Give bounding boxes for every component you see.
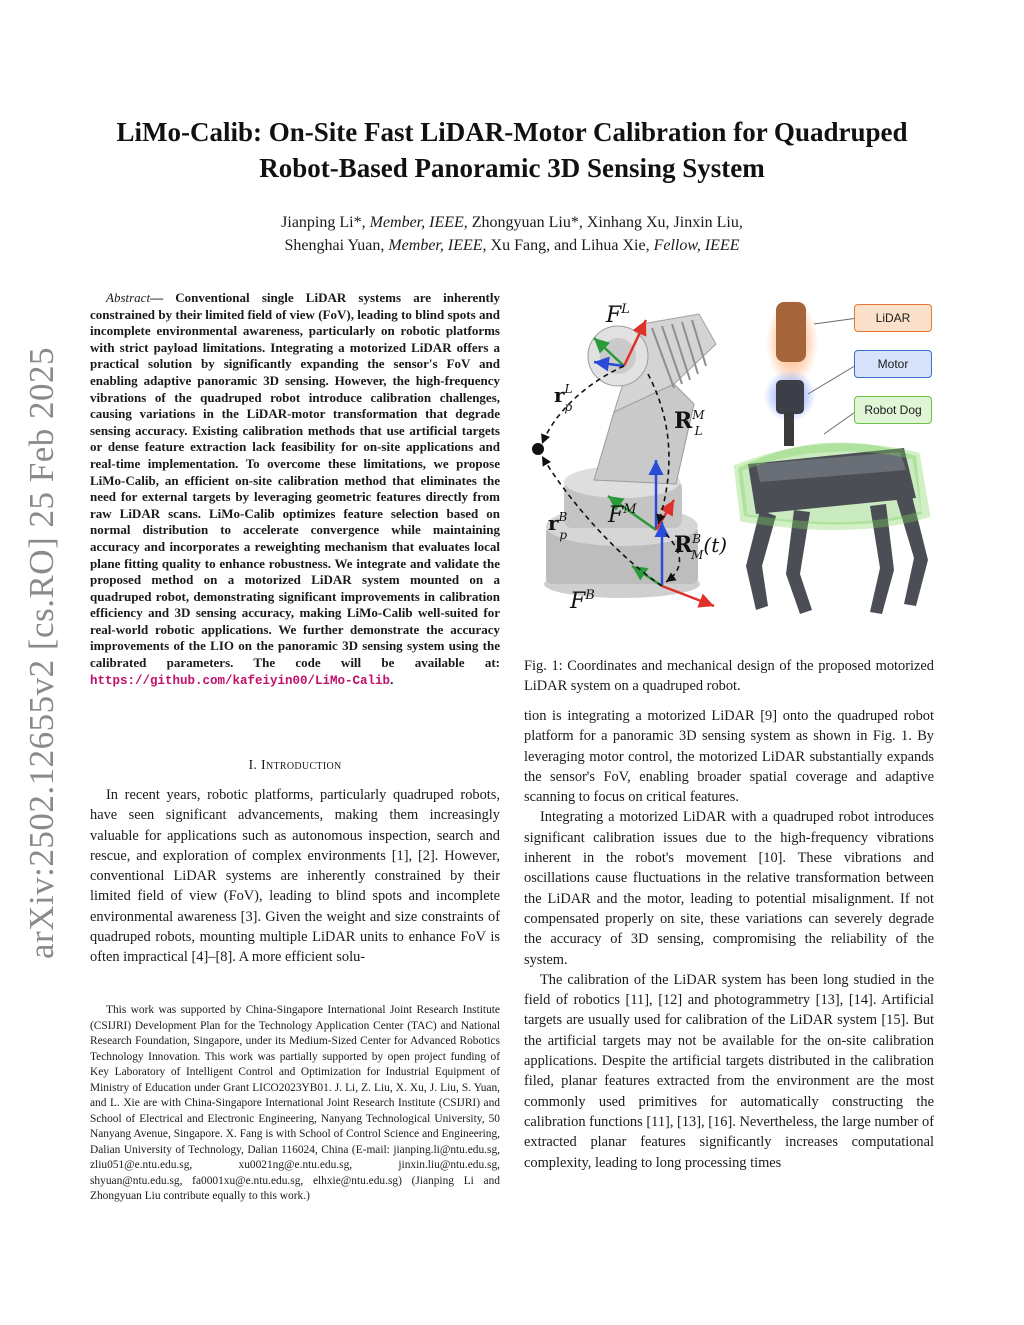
figure-1 bbox=[524, 284, 936, 639]
tag-lidar: LiDAR bbox=[854, 304, 932, 332]
section-title: Introduction bbox=[261, 758, 342, 773]
figure-1-caption: Fig. 1: Coordinates and mechanical design of the proposed motorized LiDAR system on a quadruped robot. bbox=[524, 658, 934, 694]
label-R-L-M: $R^M$ L bbox=[674, 408, 705, 438]
label-r-p-L: $r^L$ p bbox=[554, 382, 573, 414]
code-link[interactable]: https://github.com/kafeiyin00/LiMo-Calib bbox=[90, 673, 391, 688]
robot-dog-photo bbox=[738, 298, 928, 614]
arxiv-id: arXiv:2502.12655v2 [cs.RO] 25 Feb 2025 bbox=[22, 346, 62, 960]
point-p bbox=[532, 443, 544, 455]
footnote bbox=[90, 1003, 500, 1205]
tag-motor: Motor bbox=[854, 350, 932, 378]
label-frame-B: $F^B$ bbox=[570, 588, 595, 614]
paragraph-calibration-history: The calibration of the LiDAR system has been long studied in the field of robotics [11], [12] and photogrammetry [13], [14]. Artificial targets are usually used for calibration of the LiDAR system [15]. But the artificial targets may not be available for the on-site calibration applications. Despite the artificial targets distributed in the calibration filed, planar features extracted from the environment are the most commonly used primitives for automatically constructing the calibration functions [11], [13], [16]. Nevertheless, the large number of extracted planar features significantly increases computational complexity, leading to long processing times bbox=[524, 971, 934, 1171]
label-frame-L: $F^L$ bbox=[606, 302, 630, 328]
paper-title: LiMo-Calib: On-Site Fast LiDAR-Motor Calibration for Quadruped Robot-Based Panoramic 3D Sensing System bbox=[116, 117, 908, 183]
paragraph-continuation: tion is integrating a motorized LiDAR [9] onto the quadruped robot platform for a panoramic 3D sensing system as shown in Fig. 1. By leveraging motor control, the motorized LiDAR substantially expands the sensor's FoV, enabling broader spatial coverage and adaptive scanning to focus on critical features. bbox=[524, 708, 934, 806]
author-line-1: Jianping Li*, Member, IEEE, Zhongyuan Liu*, Xinhang Xu, Jinxin Liu, bbox=[281, 214, 743, 231]
label-r-p-B: $r^B$ p bbox=[548, 510, 568, 542]
abstract-body: — Conventional single LiDAR systems are inherently constrained by their limited field of view (FoV), leading to blind spots and incomplete environmental awareness, particularly on robotic platforms with strict payload limitations. Integrating a motorized LiDAR offers a practical solution by significantly expanding the sensor's FoV and enabling adaptive panoramic 3D sensing. However, the high-frequency vibrations of the quadruped robot introduce calibration challenges, causing variations in the LiDAR-motor transformation that degrade sensing accuracy. Existing calibration methods that use artificial targets or dense feature extraction lack feasibility for on-site applications and real-time implementation. To overcome these limitations, we propose LiMo-Calib, an efficient on-site calibration method that eliminates the need for external targets by leveraging geometric features directly from raw LiDAR scans. LiMo-Calib optimizes feature selection based on normal distribution to accelerate convergence while maintaining accuracy and incorporates a reweighting mechanism that evaluates local plane fitting quality to enhance robustness. We integrate and validate the proposed method on a motorized LiDAR system mounted on a quadruped robot, demonstrating significant improvements in calibration efficiency and 3D sensing accuracy, making LiMo-Calib well-suited for real-world robotic applications. We further demonstrate the accuracy improvements of the LIO on the panoramic 3D sensing system using the calibrated parameters. The code will be available at: bbox=[90, 290, 500, 671]
paragraph-vibration: Integrating a motorized LiDAR with a quadruped robot introduces significant calibration issues due to the high-frequency vibrations inherent in the robot's movement [10]. These vibrations and oscillations cause fluctuations in the relative transformation between the LiDAR and the motor, leading to potential misalignment. If not compensated properly on site, these variations can severely degrade the accuracy of 3D sensing, compromising the reliability of the system. bbox=[524, 809, 934, 968]
label-R-M-B: $R^B$ M(t) bbox=[674, 532, 728, 562]
intro-paragraph: In recent years, robotic platforms, particularly quadruped robots, have seen significant advancements, making them increasingly valuable for applications such as autonomous inspection, search and rescue, and exploration of complex environments [1], [2]. However, conventional LiDAR systems are inherently constrained by their limited field of view (FoV), leading to blind spots and incomplete environmental awareness [3]. Given the weight and size constraints of quadruped robots, mounting multiple LiDAR units to enhance FoV is often impractical [4]–[8]. A more efficient solu- bbox=[90, 787, 500, 966]
abstract-lead: Abstract bbox=[106, 290, 151, 305]
abstract: Abstract— Conventional single LiDAR systems are inherently constrained by their limited field of view (FoV), leading to blind spots and incomplete environmental awareness, particularly on robotic platforms with strict payload limitations. Integrating a motorized LiDAR offers a practical solution by significantly expanding the sensor's FoV and enabling adaptive panoramic 3D sensing. However, the high-frequency vibrations of the quadruped robot introduce calibration challenges, causing variations in the LiDAR-motor transformation that degrade sensing accuracy. Existing calibration methods that use artificial targets or dense feature extraction lack feasibility for on-site applications and real-time implementation. To overcome these limitations, we propose LiMo-Calib, an efficient on-site calibration method that eliminates the need for external targets by leveraging geometric features directly from raw LiDAR scans. LiMo-Calib optimizes feature selection based on normal distribution to accelerate convergence while maintaining accuracy and incorporates a reweighting mechanism that evaluates local plane fitting quality to enhance robustness. We integrate and validate the proposed method on a motorized LiDAR system mounted on a quadruped robot, demonstrating significant improvements in calibration efficiency and 3D sensing accuracy, making LiMo-Calib well-suited for real-world robotic applications. We further demonstrate the accuracy improvements of the LIO on the panoramic 3D sensing system using the calibrated parameters. The code will be available at: https://github.com/kafeiyin00/LiMo-Calib. bbox=[90, 290, 500, 688]
footnote-text: This work was supported by China-Singapore International Joint Research Institute (CSIJRI) Development Plan for the Technology Application Center (TAC) and National Research Foundation, Singapore, under its Medium-Sized Center for Advanced Robotics Technology Innovation. This work was partially supported by open project funding of Key Laboratory of Intelligent Control and Optimization for Industrial Equipment of Ministry of Education under Grant LICO2023YB01. J. Li, Z. Liu, X. Xu, J. Liu, S. Yuan, and L. Xie are with China-Singapore International Joint Research Institute (CSIJRI) and School of Electrical and Electronic Engineering, Nanyang Technological University, 50 Nanyang Avenue, Singapore. X. Fang is with School of Control Science and Engineering, Dalian University of Technology, Dalian 116024, China (E-mail: jianping.li@ntu.edu.sg, zliu051@e.ntu.edu.sg, xu0021ng@e.ntu.edu.sg, jinxin.liu@ntu.edu.sg, shyuan@ntu.edu.sg, fa0001xu@e.ntu.edu.sg, elhxie@ntu.edu.sg) (Jianping Li and Zhongyuan Liu contribute equally to this work.) bbox=[90, 1004, 500, 1202]
author-list bbox=[150, 211, 874, 257]
right-column-text bbox=[524, 706, 934, 1173]
figure-1-diagram bbox=[524, 284, 936, 639]
label-frame-M: $F^M$ bbox=[608, 502, 637, 528]
introduction-text bbox=[90, 785, 500, 968]
section-heading-introduction: I. Introduction bbox=[248, 758, 342, 773]
tag-robot-dog: Robot Dog bbox=[854, 396, 932, 424]
author-line-2: Shenghai Yuan, Member, IEEE, Xu Fang, and Lihua Xie, Fellow, IEEE bbox=[284, 237, 740, 254]
arxiv-identifier-stamp bbox=[22, 348, 62, 958]
